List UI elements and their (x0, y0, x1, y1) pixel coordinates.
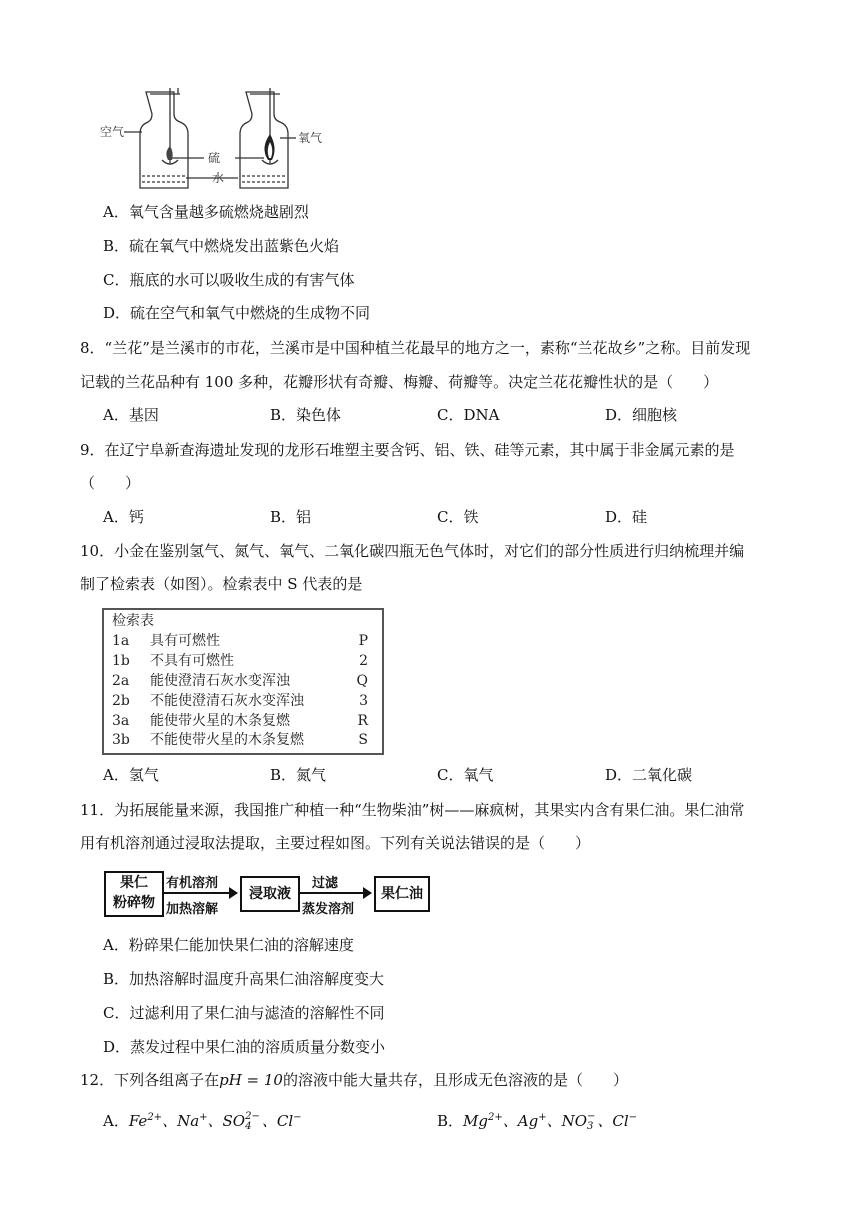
q9-option-b[interactable]: B．铝 (270, 508, 312, 526)
flow-box-extract: 浸取液 (240, 876, 300, 912)
ion-formula: 、Cl (597, 1112, 629, 1130)
q10-option-d[interactable]: D．二氧化碳 (605, 766, 693, 784)
q12-ph-condition: pH = 10 (219, 1071, 283, 1089)
ion-formula: 、Ag (502, 1112, 539, 1130)
row-desc: 能使澄清石灰水变浑浊 (150, 673, 290, 689)
table-row (112, 731, 374, 749)
q12-option-b-label: B． (437, 1112, 464, 1130)
row-value: 3 (359, 693, 368, 709)
table-row (112, 672, 374, 690)
q7-option-b[interactable]: B．硫在氧气中燃烧发出蓝紫色火焰 (103, 237, 340, 255)
q10-option-b[interactable]: B．氮气 (270, 766, 327, 784)
table-title: 检索表 (112, 613, 154, 629)
row-desc: 不具有可燃性 (150, 653, 234, 669)
ion-subscript: 4 (245, 1121, 252, 1132)
arrow1-bottom-label: 加热溶解 (166, 902, 219, 917)
arrow1 (164, 892, 236, 894)
ion-charge: + (199, 1112, 208, 1123)
q10-option-a[interactable]: A．氢气 (103, 766, 159, 784)
q12-stem-suffix: 的溶液中能大量共存，且形成无色溶液的是（ ） (282, 1071, 628, 1089)
ion-charge: 2+ (147, 1112, 163, 1123)
row-value: P (358, 633, 368, 649)
q9-option-a[interactable]: A．钙 (103, 508, 144, 526)
q12-option-a[interactable] (103, 1108, 302, 1132)
oxygen-label: 氧气 (298, 131, 323, 145)
flow-box-kernel-line1: 果仁 (120, 875, 148, 891)
row-key: 3b (112, 732, 130, 748)
q9-option-c[interactable]: C．铁 (437, 508, 479, 526)
row-value: 2 (359, 653, 368, 669)
q7-option-c[interactable]: C．瓶底的水可以吸收生成的有害气体 (103, 271, 355, 289)
ion-formula: Mg (463, 1112, 488, 1130)
q11-stem-line1: 11．为拓展能量来源，我国推广种植一种“生物柴油”树——麻疯树，其果实内含有果仁油。果仁油常 (80, 801, 745, 819)
row-desc: 具有可燃性 (150, 633, 220, 649)
ion-formula: 、SO (207, 1112, 246, 1130)
q7-option-d[interactable]: D．硫在空气和氧气中燃烧的生成物不同 (103, 304, 371, 322)
arrow1-top-label: 有机溶剂 (166, 876, 219, 891)
row-value: R (357, 713, 368, 729)
ion-charge: 2− (245, 1111, 260, 1122)
q12-stem-prefix: 12．下列各组离子在 (80, 1071, 220, 1089)
q10-stem-line1: 10．小金在鉴别氢气、氮气、氧气、二氧化碳四瓶无色气体时，对它们的部分性质进行归纳梳理并编 (80, 542, 745, 560)
q9-stem-line1: 9．在辽宁阜新查海遗址发现的龙形石堆塑主要含钙、铝、铁、硅等元素，其中属于非金属元素的是 (80, 441, 735, 459)
ion-formula: Fe (128, 1112, 148, 1130)
ion-charge: − (628, 1112, 638, 1123)
flow-box-kernel-line2: 粉碎物 (113, 895, 155, 911)
arrow2 (300, 892, 370, 894)
water-label: 水 (212, 171, 225, 185)
combustion-bottles-figure (100, 88, 350, 193)
q12-option-a-label: A． (103, 1112, 129, 1130)
row-key: 2b (112, 693, 130, 709)
table-row (112, 632, 374, 650)
row-desc: 不能使澄清石灰水变浑浊 (150, 693, 304, 709)
q10-stem-line2: 制了检索表（如图）。检索表中 S 代表的是 (80, 575, 363, 593)
sulfur-label: 硫 (208, 151, 221, 165)
q8-stem-line2: 记载的兰花品种有 100 多种，花瓣形状有奇瓣、梅瓣、荷瓣等。决定兰花花瓣性状的是（ ） (80, 373, 719, 391)
q8-stem-line1: 8．“兰花”是兰溪市的市花，兰溪市是中国种植兰花最早的地方之一，素称“兰花故乡”之称。目前发现 (80, 339, 751, 357)
table-row (112, 712, 374, 730)
search-key-table (102, 608, 384, 755)
q8-option-b[interactable]: B．染色体 (270, 406, 342, 424)
arrow2-bottom-label: 蒸发溶剂 (302, 902, 355, 917)
flow-box-oil: 果仁油 (374, 876, 430, 912)
q11-option-b[interactable]: B．加热溶解时温度升高果仁油溶解度变大 (103, 970, 385, 988)
q11-option-c[interactable]: C．过滤利用了果仁油与滤渣的溶解性不同 (103, 1004, 385, 1022)
ion-charge: − (587, 1111, 596, 1122)
arrow2-top-label: 过滤 (312, 876, 339, 891)
q11-option-a[interactable]: A．粉碎果仁能加快果仁油的溶解速度 (103, 936, 354, 954)
row-key: 3a (112, 713, 130, 729)
row-key: 2a (112, 673, 130, 689)
q11-option-d[interactable]: D．蒸发过程中果仁油的溶质质量分数变小 (103, 1038, 386, 1056)
table-row (112, 652, 374, 670)
row-desc: 能使带火星的木条复燃 (150, 713, 290, 729)
flow-box-kernel (104, 871, 164, 917)
q8-option-d[interactable]: D．细胞核 (605, 406, 678, 424)
ion-formula: 、Cl (261, 1112, 294, 1130)
q9-option-d[interactable]: D．硅 (605, 508, 648, 526)
table-row (112, 692, 374, 710)
row-value: Q (356, 673, 368, 689)
q10-option-c[interactable]: C．氧气 (437, 766, 494, 784)
ion-charge: + (538, 1112, 547, 1123)
ion-subscript: 3 (587, 1121, 594, 1132)
row-key: 1a (112, 633, 130, 649)
q11-stem-line2: 用有机溶剂通过浸取法提取，主要过程如图。下列有关说法错误的是（ ） (80, 834, 591, 852)
ion-formula: 、NO (546, 1112, 588, 1130)
ion-charge: − (293, 1112, 302, 1123)
air-label: 空气 (100, 125, 125, 139)
row-value: S (358, 732, 368, 748)
q12-option-b[interactable] (437, 1108, 637, 1132)
q9-stem-line2: （ ） (80, 474, 141, 492)
q7-option-a[interactable]: A．氧气含量越多硫燃烧越剧烈 (103, 203, 309, 221)
row-desc: 不能使带火星的木条复燃 (150, 732, 304, 748)
q12-stem (80, 1070, 628, 1090)
q8-option-a[interactable]: A．基因 (103, 406, 159, 424)
ion-charge: 2+ (488, 1112, 503, 1123)
row-key: 1b (112, 653, 130, 669)
q8-option-c[interactable]: C．DNA (437, 406, 500, 424)
ion-formula: 、Na (162, 1112, 200, 1130)
